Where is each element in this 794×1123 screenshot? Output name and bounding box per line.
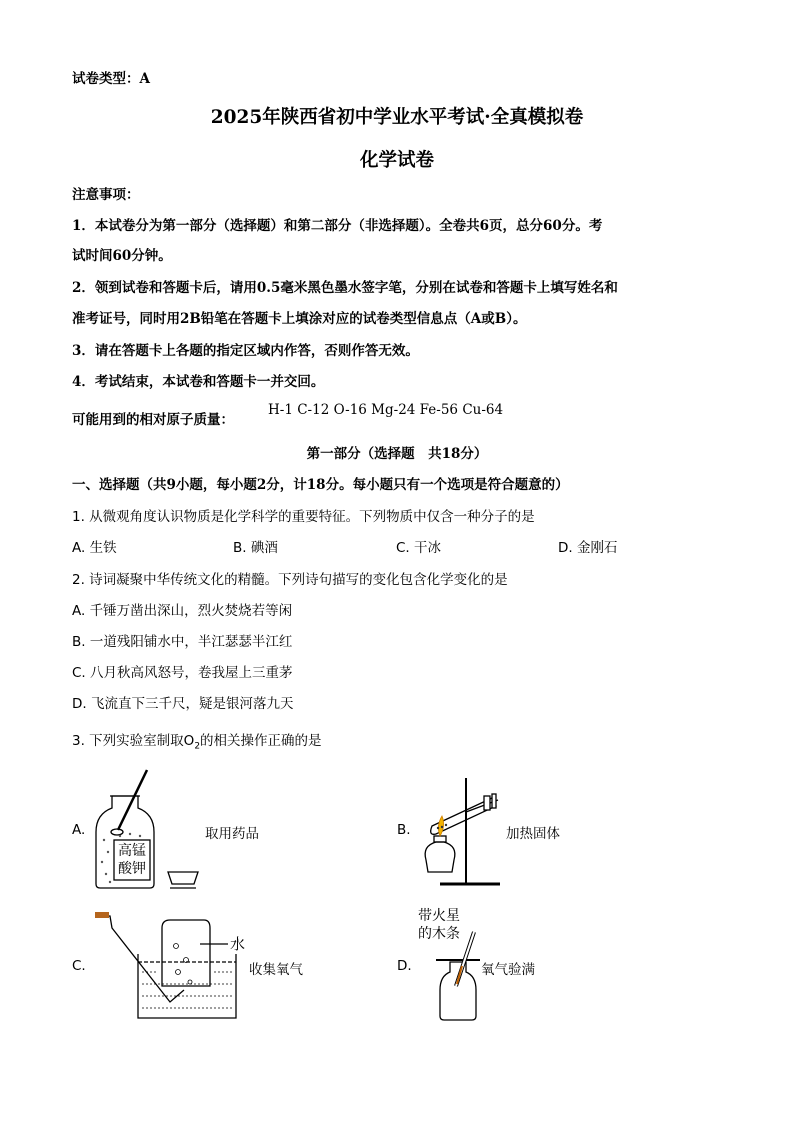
q1-stem: 1. 从微观角度认识物质是化学科学的重要特征。下列物质中仅含一种分子的是: [72, 509, 535, 525]
q1-option-c: C. 干冰: [396, 540, 442, 556]
q3-formula: O: [183, 733, 195, 749]
bottle-label-line-1: 高锰: [118, 843, 146, 859]
page-title: 2025年陕西省初中学业水平考试·全真模拟卷: [210, 107, 584, 128]
note-4: 4．考试结束，本试卷和答题卡一并交回。: [72, 374, 325, 390]
bottle-label-line-2: 酸钾: [118, 861, 146, 877]
notes-heading: 注意事项：: [72, 187, 140, 203]
note-3: 3．请在答题卡上各题的指定区域内作答，否则作答无效。: [72, 343, 419, 359]
q3-d-caption: 氧气验满: [481, 962, 535, 978]
water-label: 水: [230, 935, 246, 953]
q3-c-caption: 收集氧气: [249, 962, 303, 978]
note-1-line-2: 试时间60分钟。: [72, 248, 172, 264]
splint-label-line-2: 的木条: [418, 926, 460, 942]
note-2-line-2: 准考证号，同时用2B铅笔在答题卡上填涂对应的试卷类型信息点（A或B）。: [72, 311, 527, 327]
q1-option-d: D. 金刚石: [558, 540, 618, 556]
q3-a-letter: A.: [72, 822, 86, 838]
splint-label-line-1: 带火星: [418, 908, 460, 924]
q3-b-letter: B.: [397, 822, 411, 838]
q2-option-a: A. 千锤万凿出深山，烈火焚烧若等闲: [72, 603, 293, 619]
page-subtitle: 化学试卷: [359, 150, 434, 171]
q3-stem-after: 的相关操作正确的是: [200, 733, 322, 749]
atomic-mass-label: 可能用到的相对原子质量：: [72, 412, 234, 428]
q3-formula-sub: 2: [194, 741, 201, 752]
q2-stem: 2. 诗词凝聚中华传统文化的精髓。下列诗句描写的变化包含化学变化的是: [72, 572, 508, 588]
paper-type: 试卷类型：A: [72, 71, 150, 87]
note-1-line-1: 1．本试卷分为第一部分（选择题）和第二部分（非选择题）。全卷共6页，总分60分。考: [72, 218, 603, 234]
q3-c-letter: C.: [72, 958, 86, 974]
section-title: 一、选择题（共9小题，每小题2分，计18分。每小题只有一个选项是符合题意的）: [72, 477, 569, 493]
q2-option-d: D. 飞流直下三千尺，疑是银河落九天: [72, 696, 294, 712]
note-2-line-1: 2．领到试卷和答题卡后，请用0.5毫米黑色墨水签字笔，分别在试卷和答题卡上填写姓名和: [72, 280, 618, 296]
part1-title: 第一部分（选择题 共18分）: [306, 446, 488, 462]
atomic-mass-values: H-1 C-12 O-16 Mg-24 Fe-56 Cu-64: [268, 402, 504, 418]
q2-option-c: C. 八月秋高风怒号，卷我屋上三重茅: [72, 665, 293, 681]
q1-option-a: A. 生铁: [72, 540, 117, 556]
q2-option-b: B. 一道残阳铺水中，半江瑟瑟半江红: [72, 634, 293, 650]
q3-b-caption: 加热固体: [506, 826, 560, 842]
q3-stem-before: 3. 下列实验室制取: [72, 733, 184, 749]
q3-a-caption: 取用药品: [205, 826, 259, 842]
q3-d-letter: D.: [397, 958, 412, 974]
q1-option-b: B. 碘酒: [233, 540, 278, 556]
